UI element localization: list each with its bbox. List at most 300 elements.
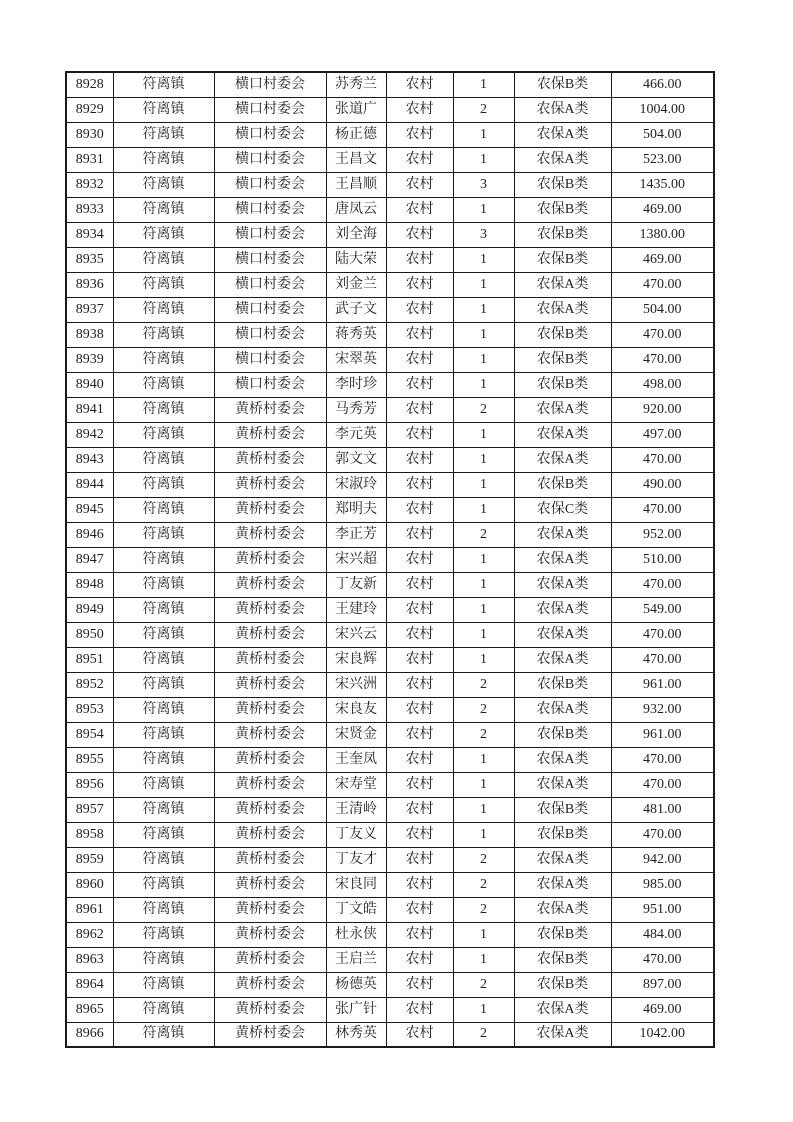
table-row — [66, 322, 714, 347]
cell-person-count: 1 — [453, 572, 514, 597]
cell-serial-number: 8933 — [66, 197, 113, 222]
table-row — [66, 447, 714, 472]
table-row — [66, 222, 714, 247]
cell-insurance-type: 农保B类 — [514, 172, 611, 197]
table-row — [66, 397, 714, 422]
cell-amount: 470.00 — [611, 347, 714, 372]
cell-village-committee: 横口村委会 — [214, 347, 326, 372]
cell-person-name: 宋寿堂 — [326, 772, 386, 797]
cell-village-committee: 横口村委会 — [214, 247, 326, 272]
cell-person-count: 2 — [453, 672, 514, 697]
cell-amount: 469.00 — [611, 247, 714, 272]
cell-person-count: 1 — [453, 947, 514, 972]
cell-residence-category: 农村 — [386, 847, 453, 872]
cell-serial-number: 8959 — [66, 847, 113, 872]
cell-town: 符离镇 — [113, 347, 214, 372]
cell-town: 符离镇 — [113, 447, 214, 472]
cell-amount: 470.00 — [611, 622, 714, 647]
cell-village-committee: 黄桥村委会 — [214, 397, 326, 422]
cell-amount: 1004.00 — [611, 97, 714, 122]
cell-person-count: 2 — [453, 847, 514, 872]
cell-amount: 523.00 — [611, 147, 714, 172]
cell-person-count: 1 — [453, 747, 514, 772]
table-row — [66, 597, 714, 622]
cell-insurance-type: 农保A类 — [514, 297, 611, 322]
cell-serial-number: 8949 — [66, 597, 113, 622]
cell-serial-number: 8961 — [66, 897, 113, 922]
cell-village-committee: 黄桥村委会 — [214, 972, 326, 997]
cell-village-committee: 黄桥村委会 — [214, 522, 326, 547]
cell-town: 符离镇 — [113, 222, 214, 247]
cell-town: 符离镇 — [113, 872, 214, 897]
cell-village-committee: 横口村委会 — [214, 222, 326, 247]
cell-residence-category: 农村 — [386, 872, 453, 897]
cell-residence-category: 农村 — [386, 572, 453, 597]
table-row — [66, 572, 714, 597]
cell-village-committee: 黄桥村委会 — [214, 897, 326, 922]
cell-person-count: 1 — [453, 597, 514, 622]
cell-insurance-type: 农保B类 — [514, 322, 611, 347]
cell-person-name: 丁友才 — [326, 847, 386, 872]
cell-residence-category: 农村 — [386, 772, 453, 797]
cell-amount: 466.00 — [611, 72, 714, 97]
cell-residence-category: 农村 — [386, 247, 453, 272]
table-row — [66, 272, 714, 297]
cell-town: 符离镇 — [113, 172, 214, 197]
cell-person-count: 1 — [453, 197, 514, 222]
cell-person-count: 2 — [453, 722, 514, 747]
cell-person-count: 1 — [453, 547, 514, 572]
cell-serial-number: 8947 — [66, 547, 113, 572]
cell-amount: 961.00 — [611, 722, 714, 747]
cell-residence-category: 农村 — [386, 547, 453, 572]
cell-residence-category: 农村 — [386, 297, 453, 322]
cell-person-name: 张广针 — [326, 997, 386, 1022]
cell-amount: 951.00 — [611, 897, 714, 922]
cell-person-name: 宋良同 — [326, 872, 386, 897]
table-row — [66, 772, 714, 797]
table-row — [66, 122, 714, 147]
cell-residence-category: 农村 — [386, 122, 453, 147]
cell-town: 符离镇 — [113, 597, 214, 622]
cell-village-committee: 黄桥村委会 — [214, 847, 326, 872]
cell-serial-number: 8963 — [66, 947, 113, 972]
cell-person-count: 1 — [453, 622, 514, 647]
cell-amount: 942.00 — [611, 847, 714, 872]
cell-village-committee: 横口村委会 — [214, 122, 326, 147]
cell-person-count: 1 — [453, 997, 514, 1022]
table-row — [66, 647, 714, 672]
cell-person-count: 1 — [453, 347, 514, 372]
cell-residence-category: 农村 — [386, 472, 453, 497]
cell-serial-number: 8960 — [66, 872, 113, 897]
cell-serial-number: 8930 — [66, 122, 113, 147]
cell-serial-number: 8929 — [66, 97, 113, 122]
cell-amount: 470.00 — [611, 497, 714, 522]
cell-residence-category: 农村 — [386, 522, 453, 547]
cell-serial-number: 8932 — [66, 172, 113, 197]
cell-insurance-type: 农保A类 — [514, 897, 611, 922]
cell-amount: 470.00 — [611, 822, 714, 847]
cell-amount: 961.00 — [611, 672, 714, 697]
cell-town: 符离镇 — [113, 972, 214, 997]
cell-person-name: 王建玲 — [326, 597, 386, 622]
cell-town: 符离镇 — [113, 272, 214, 297]
cell-town: 符离镇 — [113, 772, 214, 797]
table-row — [66, 97, 714, 122]
cell-serial-number: 8944 — [66, 472, 113, 497]
cell-person-count: 1 — [453, 72, 514, 97]
cell-amount: 1435.00 — [611, 172, 714, 197]
cell-residence-category: 农村 — [386, 97, 453, 122]
cell-village-committee: 横口村委会 — [214, 147, 326, 172]
cell-village-committee: 黄桥村委会 — [214, 997, 326, 1022]
cell-serial-number: 8940 — [66, 372, 113, 397]
cell-amount: 985.00 — [611, 872, 714, 897]
cell-person-name: 郑明夫 — [326, 497, 386, 522]
cell-residence-category: 农村 — [386, 222, 453, 247]
cell-residence-category: 农村 — [386, 322, 453, 347]
cell-town: 符离镇 — [113, 922, 214, 947]
table-row — [66, 972, 714, 997]
cell-serial-number: 8948 — [66, 572, 113, 597]
cell-person-count: 1 — [453, 422, 514, 447]
cell-village-committee: 横口村委会 — [214, 97, 326, 122]
cell-person-count: 1 — [453, 147, 514, 172]
cell-insurance-type: 农保B类 — [514, 372, 611, 397]
cell-person-count: 2 — [453, 1022, 514, 1047]
cell-village-committee: 横口村委会 — [214, 172, 326, 197]
table-row — [66, 672, 714, 697]
cell-insurance-type: 农保A类 — [514, 397, 611, 422]
table-row — [66, 697, 714, 722]
cell-town: 符离镇 — [113, 522, 214, 547]
cell-person-name: 杜永侠 — [326, 922, 386, 947]
cell-person-count: 2 — [453, 397, 514, 422]
cell-serial-number: 8934 — [66, 222, 113, 247]
cell-person-name: 李正芳 — [326, 522, 386, 547]
cell-serial-number: 8955 — [66, 747, 113, 772]
cell-serial-number: 8954 — [66, 722, 113, 747]
cell-town: 符离镇 — [113, 622, 214, 647]
cell-insurance-type: 农保B类 — [514, 72, 611, 97]
cell-village-committee: 横口村委会 — [214, 272, 326, 297]
cell-insurance-type: 农保B类 — [514, 197, 611, 222]
cell-person-name: 郭文文 — [326, 447, 386, 472]
cell-person-count: 2 — [453, 897, 514, 922]
cell-residence-category: 农村 — [386, 197, 453, 222]
cell-serial-number: 8950 — [66, 622, 113, 647]
cell-person-name: 王昌文 — [326, 147, 386, 172]
cell-amount: 932.00 — [611, 697, 714, 722]
cell-person-count: 1 — [453, 772, 514, 797]
table-row — [66, 497, 714, 522]
cell-person-name: 李元英 — [326, 422, 386, 447]
table-row — [66, 997, 714, 1022]
cell-person-name: 王昌顺 — [326, 172, 386, 197]
cell-village-committee: 黄桥村委会 — [214, 747, 326, 772]
cell-residence-category: 农村 — [386, 897, 453, 922]
cell-person-name: 林秀英 — [326, 1022, 386, 1047]
cell-person-count: 2 — [453, 697, 514, 722]
cell-amount: 470.00 — [611, 322, 714, 347]
table-row — [66, 197, 714, 222]
cell-insurance-type: 农保A类 — [514, 97, 611, 122]
cell-insurance-type: 农保B类 — [514, 222, 611, 247]
cell-village-committee: 黄桥村委会 — [214, 447, 326, 472]
table-row — [66, 422, 714, 447]
cell-insurance-type: 农保B类 — [514, 822, 611, 847]
cell-person-name: 宋贤金 — [326, 722, 386, 747]
cell-person-count: 2 — [453, 522, 514, 547]
cell-village-committee: 黄桥村委会 — [214, 872, 326, 897]
cell-town: 符离镇 — [113, 297, 214, 322]
cell-person-name: 王启兰 — [326, 947, 386, 972]
cell-serial-number: 8965 — [66, 997, 113, 1022]
cell-person-name: 王清岭 — [326, 797, 386, 822]
cell-residence-category: 农村 — [386, 797, 453, 822]
cell-insurance-type: 农保B类 — [514, 972, 611, 997]
cell-residence-category: 农村 — [386, 747, 453, 772]
table-row — [66, 297, 714, 322]
cell-insurance-type: 农保B类 — [514, 472, 611, 497]
cell-serial-number: 8943 — [66, 447, 113, 472]
cell-insurance-type: 农保C类 — [514, 497, 611, 522]
cell-village-committee: 黄桥村委会 — [214, 497, 326, 522]
table-row — [66, 747, 714, 772]
cell-village-committee: 横口村委会 — [214, 322, 326, 347]
cell-amount: 469.00 — [611, 197, 714, 222]
cell-town: 符离镇 — [113, 897, 214, 922]
cell-person-count: 1 — [453, 322, 514, 347]
cell-person-name: 陆大荣 — [326, 247, 386, 272]
cell-serial-number: 8951 — [66, 647, 113, 672]
cell-serial-number: 8966 — [66, 1022, 113, 1047]
cell-person-name: 刘金兰 — [326, 272, 386, 297]
cell-town: 符离镇 — [113, 747, 214, 772]
table-row — [66, 722, 714, 747]
cell-serial-number: 8945 — [66, 497, 113, 522]
cell-town: 符离镇 — [113, 247, 214, 272]
cell-insurance-type: 农保A类 — [514, 622, 611, 647]
cell-amount: 920.00 — [611, 397, 714, 422]
cell-amount: 484.00 — [611, 922, 714, 947]
cell-person-name: 杨德英 — [326, 972, 386, 997]
cell-village-committee: 黄桥村委会 — [214, 797, 326, 822]
cell-village-committee: 黄桥村委会 — [214, 572, 326, 597]
cell-person-count: 3 — [453, 172, 514, 197]
cell-person-name: 马秀芳 — [326, 397, 386, 422]
cell-serial-number: 8941 — [66, 397, 113, 422]
table-body — [66, 72, 714, 1047]
cell-village-committee: 黄桥村委会 — [214, 697, 326, 722]
cell-town: 符离镇 — [113, 647, 214, 672]
cell-serial-number: 8946 — [66, 522, 113, 547]
cell-amount: 1380.00 — [611, 222, 714, 247]
table-row — [66, 347, 714, 372]
cell-town: 符离镇 — [113, 847, 214, 872]
cell-residence-category: 农村 — [386, 422, 453, 447]
cell-residence-category: 农村 — [386, 672, 453, 697]
cell-amount: 504.00 — [611, 122, 714, 147]
cell-village-committee: 横口村委会 — [214, 72, 326, 97]
cell-serial-number: 8928 — [66, 72, 113, 97]
cell-serial-number: 8939 — [66, 347, 113, 372]
cell-residence-category: 农村 — [386, 447, 453, 472]
cell-serial-number: 8957 — [66, 797, 113, 822]
cell-person-count: 1 — [453, 247, 514, 272]
cell-town: 符离镇 — [113, 372, 214, 397]
cell-serial-number: 8942 — [66, 422, 113, 447]
cell-insurance-type: 农保A类 — [514, 122, 611, 147]
table-row — [66, 472, 714, 497]
cell-person-count: 1 — [453, 797, 514, 822]
cell-person-name: 丁友义 — [326, 822, 386, 847]
cell-serial-number: 8952 — [66, 672, 113, 697]
cell-insurance-type: 农保B类 — [514, 722, 611, 747]
cell-residence-category: 农村 — [386, 172, 453, 197]
cell-amount: 549.00 — [611, 597, 714, 622]
cell-person-count: 2 — [453, 97, 514, 122]
cell-person-name: 苏秀兰 — [326, 72, 386, 97]
table-row — [66, 947, 714, 972]
cell-residence-category: 农村 — [386, 147, 453, 172]
cell-town: 符离镇 — [113, 672, 214, 697]
cell-town: 符离镇 — [113, 322, 214, 347]
table-row — [66, 522, 714, 547]
cell-serial-number: 8962 — [66, 922, 113, 947]
table-row — [66, 72, 714, 97]
table-row — [66, 872, 714, 897]
cell-town: 符离镇 — [113, 147, 214, 172]
cell-person-count: 1 — [453, 447, 514, 472]
cell-person-name: 宋良友 — [326, 697, 386, 722]
cell-amount: 510.00 — [611, 547, 714, 572]
cell-amount: 897.00 — [611, 972, 714, 997]
cell-village-committee: 黄桥村委会 — [214, 922, 326, 947]
cell-residence-category: 农村 — [386, 822, 453, 847]
cell-amount: 470.00 — [611, 572, 714, 597]
table-row — [66, 372, 714, 397]
cell-serial-number: 8936 — [66, 272, 113, 297]
cell-person-count: 2 — [453, 872, 514, 897]
cell-amount: 469.00 — [611, 997, 714, 1022]
cell-village-committee: 黄桥村委会 — [214, 722, 326, 747]
table-row — [66, 797, 714, 822]
cell-village-committee: 黄桥村委会 — [214, 772, 326, 797]
cell-town: 符离镇 — [113, 397, 214, 422]
cell-insurance-type: 农保B类 — [514, 922, 611, 947]
cell-person-count: 1 — [453, 272, 514, 297]
cell-residence-category: 农村 — [386, 697, 453, 722]
cell-insurance-type: 农保B类 — [514, 347, 611, 372]
table-row — [66, 622, 714, 647]
cell-person-name: 唐凤云 — [326, 197, 386, 222]
cell-person-count: 1 — [453, 922, 514, 947]
cell-insurance-type: 农保A类 — [514, 522, 611, 547]
cell-insurance-type: 农保B类 — [514, 797, 611, 822]
cell-serial-number: 8935 — [66, 247, 113, 272]
cell-insurance-type: 农保A类 — [514, 772, 611, 797]
cell-residence-category: 农村 — [386, 597, 453, 622]
cell-village-committee: 黄桥村委会 — [214, 472, 326, 497]
cell-town: 符离镇 — [113, 472, 214, 497]
cell-town: 符离镇 — [113, 72, 214, 97]
cell-serial-number: 8958 — [66, 822, 113, 847]
cell-town: 符离镇 — [113, 697, 214, 722]
cell-insurance-type: 农保A类 — [514, 422, 611, 447]
cell-insurance-type: 农保A类 — [514, 747, 611, 772]
cell-insurance-type: 农保A类 — [514, 572, 611, 597]
table-row — [66, 1022, 714, 1047]
cell-amount: 470.00 — [611, 772, 714, 797]
cell-amount: 497.00 — [611, 422, 714, 447]
cell-amount: 481.00 — [611, 797, 714, 822]
cell-person-name: 宋淑玲 — [326, 472, 386, 497]
table-row — [66, 922, 714, 947]
cell-person-count: 1 — [453, 497, 514, 522]
cell-serial-number: 8938 — [66, 322, 113, 347]
table-row — [66, 147, 714, 172]
cell-insurance-type: 农保A类 — [514, 997, 611, 1022]
cell-person-name: 宋良辉 — [326, 647, 386, 672]
cell-serial-number: 8964 — [66, 972, 113, 997]
cell-residence-category: 农村 — [386, 722, 453, 747]
cell-residence-category: 农村 — [386, 372, 453, 397]
cell-village-committee: 黄桥村委会 — [214, 947, 326, 972]
cell-insurance-type: 农保A类 — [514, 872, 611, 897]
cell-residence-category: 农村 — [386, 647, 453, 672]
cell-village-committee: 黄桥村委会 — [214, 672, 326, 697]
cell-village-committee: 黄桥村委会 — [214, 822, 326, 847]
cell-insurance-type: 农保A类 — [514, 547, 611, 572]
cell-residence-category: 农村 — [386, 1022, 453, 1047]
cell-town: 符离镇 — [113, 1022, 214, 1047]
cell-town: 符离镇 — [113, 122, 214, 147]
cell-serial-number: 8953 — [66, 697, 113, 722]
cell-person-count: 1 — [453, 472, 514, 497]
cell-insurance-type: 农保A类 — [514, 147, 611, 172]
cell-village-committee: 黄桥村委会 — [214, 622, 326, 647]
cell-person-name: 张道广 — [326, 97, 386, 122]
cell-village-committee: 横口村委会 — [214, 372, 326, 397]
cell-town: 符离镇 — [113, 997, 214, 1022]
cell-residence-category: 农村 — [386, 922, 453, 947]
cell-residence-category: 农村 — [386, 72, 453, 97]
cell-person-name: 宋兴洲 — [326, 672, 386, 697]
cell-person-count: 2 — [453, 972, 514, 997]
cell-insurance-type: 农保B类 — [514, 247, 611, 272]
cell-insurance-type: 农保A类 — [514, 272, 611, 297]
cell-serial-number: 8937 — [66, 297, 113, 322]
cell-amount: 1042.00 — [611, 1022, 714, 1047]
cell-village-committee: 横口村委会 — [214, 197, 326, 222]
cell-residence-category: 农村 — [386, 622, 453, 647]
cell-residence-category: 农村 — [386, 347, 453, 372]
cell-residence-category: 农村 — [386, 997, 453, 1022]
cell-town: 符离镇 — [113, 797, 214, 822]
cell-amount: 470.00 — [611, 647, 714, 672]
table-row — [66, 847, 714, 872]
cell-residence-category: 农村 — [386, 947, 453, 972]
cell-amount: 490.00 — [611, 472, 714, 497]
table-row — [66, 822, 714, 847]
cell-insurance-type: 农保A类 — [514, 1022, 611, 1047]
table-row — [66, 247, 714, 272]
cell-person-name: 丁文皓 — [326, 897, 386, 922]
cell-town: 符离镇 — [113, 572, 214, 597]
cell-amount: 498.00 — [611, 372, 714, 397]
